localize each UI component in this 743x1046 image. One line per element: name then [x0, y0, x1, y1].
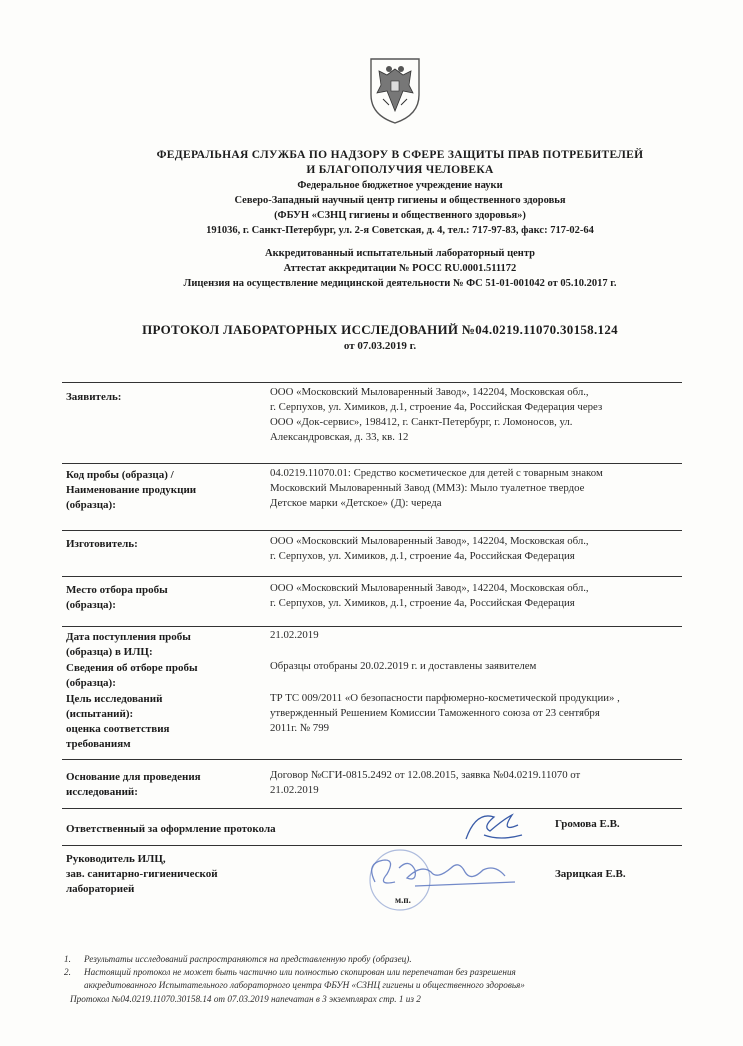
- header-line: Лицензия на осуществление медицинской деятельности № ФС 51-01-001042 от 05.10.2017 г.: [183, 278, 617, 289]
- footnote-2-cont: аккредитованного Испытательного лабораторного центра ФБУН «СЗНЦ гигиены и общественного здоровья»: [84, 980, 525, 990]
- header-line: Северо-Западный научный центр гигиены и общественного здоровья: [234, 195, 566, 206]
- basis-label: Основание для проведения исследований:: [66, 771, 201, 798]
- protocol-date: от 07.03.2019 г.: [343, 340, 417, 352]
- row-divider: [62, 808, 682, 809]
- sampling-info-label: Сведения об отборе пробы (образца):: [66, 662, 198, 689]
- footnote-1: Результаты исследований распространяются на представленную пробу (образец).: [84, 954, 412, 964]
- responsible-name: Громова Е.В.: [555, 818, 620, 830]
- research-goal-label: Цель исследований (испытаний): оценка соответствия требованиям: [66, 693, 170, 750]
- protocol-title: ПРОТОКОЛ ЛАБОРАТОРНЫХ ИССЛЕДОВАНИЙ №04.0219.11070.30158.124: [142, 322, 618, 337]
- header-line: ФЕДЕРАЛЬНАЯ СЛУЖБА ПО НАДЗОРУ В СФЕРЕ ЗАЩИТЫ ПРАВ ПОТРЕБИТЕЛЕЙ: [156, 149, 644, 161]
- applicant-value: ООО «Московский Мыловаренный Завод», 142204, Московская обл., г. Серпухов, ул. Химиков, д.1, строение 4а, Российская Федерация через ООО «Док-сервис», 198412, г. Санкт-Петербург, г. Ломоносов, ул. Александровская, д. 33, кв. 12: [270, 386, 603, 443]
- row-divider: [62, 759, 682, 760]
- sampling-info-value: Образцы отобраны 20.02.2019 г. и доставлены заявителем: [270, 660, 537, 672]
- responsible-signature-icon: [460, 805, 530, 847]
- print-info: Протокол №04.0219.11070.30158.14 от 07.03.2019 напечатан в 3 экземплярах стр. 1 из 2: [70, 994, 421, 1004]
- row-divider: [62, 576, 682, 577]
- header-line: Федеральное бюджетное учреждение науки: [297, 180, 503, 191]
- footnote-2: Настоящий протокол не может быть частично или полностью скопирован или перепечатан без разрешения: [84, 967, 516, 977]
- row-divider: [62, 463, 682, 464]
- protocol-title-block: [100, 322, 660, 352]
- sample-code-value: 04.0219.11070.01: Средство косметическое для детей с товарным знаком Московский Мыловаренный Завод (ММЗ): Мыло туалетное твердое Детское марки «Детское» (Д): череда: [270, 467, 603, 509]
- row-divider: [62, 382, 682, 383]
- responsible-label: Ответственный за оформление протокола: [66, 823, 276, 835]
- basis-value: Договор №СГИ-0815.2492 от 12.08.2015, заявка №04.0219.11070 от 21.02.2019: [270, 769, 581, 796]
- research-goal-value: ТР ТС 009/2011 «О безопасности парфюмерно-косметической продукции» , утвержденный Решением Комиссии Таможенного союза от 23 сентября 2011г. № 799: [270, 692, 620, 734]
- header-line: (ФБУН «СЗНЦ гигиены и общественного здоровья»): [274, 210, 526, 221]
- applicant-label: Заявитель:: [66, 391, 122, 403]
- sampling-place-label: Место отбора пробы (образца):: [66, 584, 168, 611]
- coat-of-arms-emblem-icon: [365, 55, 425, 125]
- sampling-place-value: ООО «Московский Мыловаренный Завод», 142204, Московская обл., г. Серпухов, ул. Химиков, д.1, строение 4а, Российская Федерация: [270, 582, 589, 609]
- manufacturer-value: ООО «Московский Мыловаренный Завод», 142204, Московская обл., г. Серпухов, ул. Химиков, д.1, строение 4а, Российская Федерация: [270, 535, 589, 562]
- receipt-date-value: 21.02.2019: [270, 629, 319, 641]
- receipt-date-label: Дата поступления пробы (образца) в ИЛЦ:: [66, 631, 191, 658]
- row-divider: [62, 626, 682, 627]
- header-line: И БЛАГОПОЛУЧИЯ ЧЕЛОВЕКА: [306, 164, 494, 176]
- footnotes: 1. Результаты исследований распространяются на представленную пробу (образец). 2. Настоящий протокол не может быть частично или полностью скопирован или перепечатан без разрешения аккредитованного Испытательного лабораторного центра ФБУН «СЗНЦ гигиены и общественного здоровья» Протокол №04.0219.11070.30158.14 от 07.03.2019 напечатан в 3 экземплярах стр. 1 из 2: [64, 953, 704, 1006]
- head-name: Зарицкая Е.В.: [555, 868, 626, 880]
- header-line: Аттестат аккредитации № РОСС RU.0001.511172: [283, 263, 517, 274]
- header-line: Аккредитованный испытательный лабораторный центр: [265, 248, 535, 259]
- manufacturer-label: Изготовитель:: [66, 538, 138, 550]
- head-label: Руководитель ИЛЦ, зав. санитарно-гигиенической лабораторией: [66, 853, 218, 895]
- organization-header: [120, 148, 680, 291]
- stamp-and-signature-icon: [355, 842, 535, 912]
- stamp-mark: м.п.: [395, 895, 411, 905]
- header-line: 191036, г. Санкт-Петербург, ул. 2-я Советская, д. 4, тел.: 717-97-83, факс: 717-02-64: [206, 225, 594, 236]
- sample-code-label: Код пробы (образца) / Наименование продукции (образца):: [66, 469, 197, 511]
- row-divider: [62, 530, 682, 531]
